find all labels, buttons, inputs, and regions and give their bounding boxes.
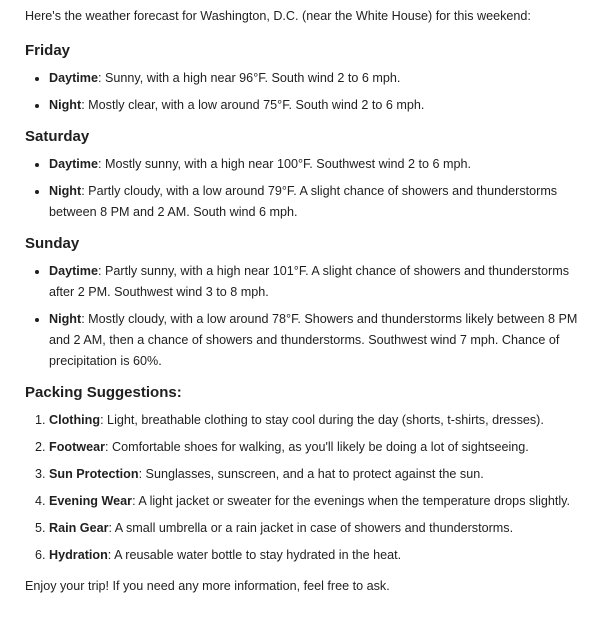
item-text: : Light, breathable clothing to stay cool during the day (shorts, t-shirts, dresses). [100,413,544,427]
forecast-list [25,68,585,116]
list-item [49,154,585,175]
item-text: : Partly cloudy, with a low around 79°F. A slight chance of showers and thunderstorms between 8 PM and 2 AM. South wind 6 mph. [49,184,558,219]
list-item [49,410,585,431]
list-item [49,68,585,89]
list-item [49,181,585,223]
packing-heading: Packing Suggestions: [25,384,182,401]
packing-section [25,382,585,566]
item-text: : Comfortable shoes for walking, as you'll likely be doing a lot of sightseeing. [104,440,529,454]
item-label: Footwear [49,440,105,454]
item-text: : Mostly clear, with a low around 75°F. South wind 2 to 6 mph. [81,98,425,112]
item-text: : Sunglasses, sunscreen, and a hat to protect against the sun. [138,467,484,481]
list-item [49,261,585,303]
item-text: : A small umbrella or a rain jacket in case of showers and thunderstorms. [108,521,514,535]
item-label: Daytime [49,71,98,85]
day-heading: Friday [25,42,71,59]
day-section-saturday [25,126,585,223]
list-item [49,491,585,512]
item-text: : Mostly cloudy, with a low around 78°F. Showers and thunderstorms likely between 8 PM and 2 AM, then a chance of showers and thunderstorms. Southwest wind 7 mph. Chance of precipitation is 60%. [49,312,578,368]
item-label: Daytime [49,264,98,278]
item-label: Rain Gear [49,521,109,535]
item-label: Hydration [49,548,108,562]
item-label: Night [49,184,82,198]
day-heading: Sunday [25,235,80,252]
item-text: : A light jacket or sweater for the evenings when the temperature drops slightly. [132,494,571,508]
list-item [49,545,585,566]
day-heading: Saturday [25,128,90,145]
list-item [49,309,585,372]
item-text: : Mostly sunny, with a high near 100°F. Southwest wind 2 to 6 mph. [98,157,472,171]
item-label: Daytime [49,157,98,171]
day-section-friday [25,40,585,116]
list-item [49,518,585,539]
forecast-list [25,154,585,223]
item-text: : A reusable water bottle to stay hydrated in the heat. [107,548,402,562]
item-label: Evening Wear [49,494,133,508]
list-item [49,95,585,116]
item-text: : Sunny, with a high near 96°F. South wind 2 to 6 mph. [98,71,401,85]
item-label: Night [49,98,82,112]
packing-list [25,410,585,566]
day-section-sunday [25,233,585,372]
forecast-list [25,261,585,372]
list-item [49,464,585,485]
item-label: Night [49,312,82,326]
item-text: : Partly sunny, with a high near 101°F. A slight chance of showers and thunderstorms after 2 PM. Southwest wind 3 to 8 mph. [49,264,570,299]
item-label: Clothing [49,413,101,427]
list-item [49,437,585,458]
intro-text: Here's the weather forecast for Washington, D.C. (near the White House) for this weekend: [25,9,531,23]
outro-text: Enjoy your trip! If you need any more information, feel free to ask. [25,579,390,593]
item-label: Sun Protection [49,467,139,481]
